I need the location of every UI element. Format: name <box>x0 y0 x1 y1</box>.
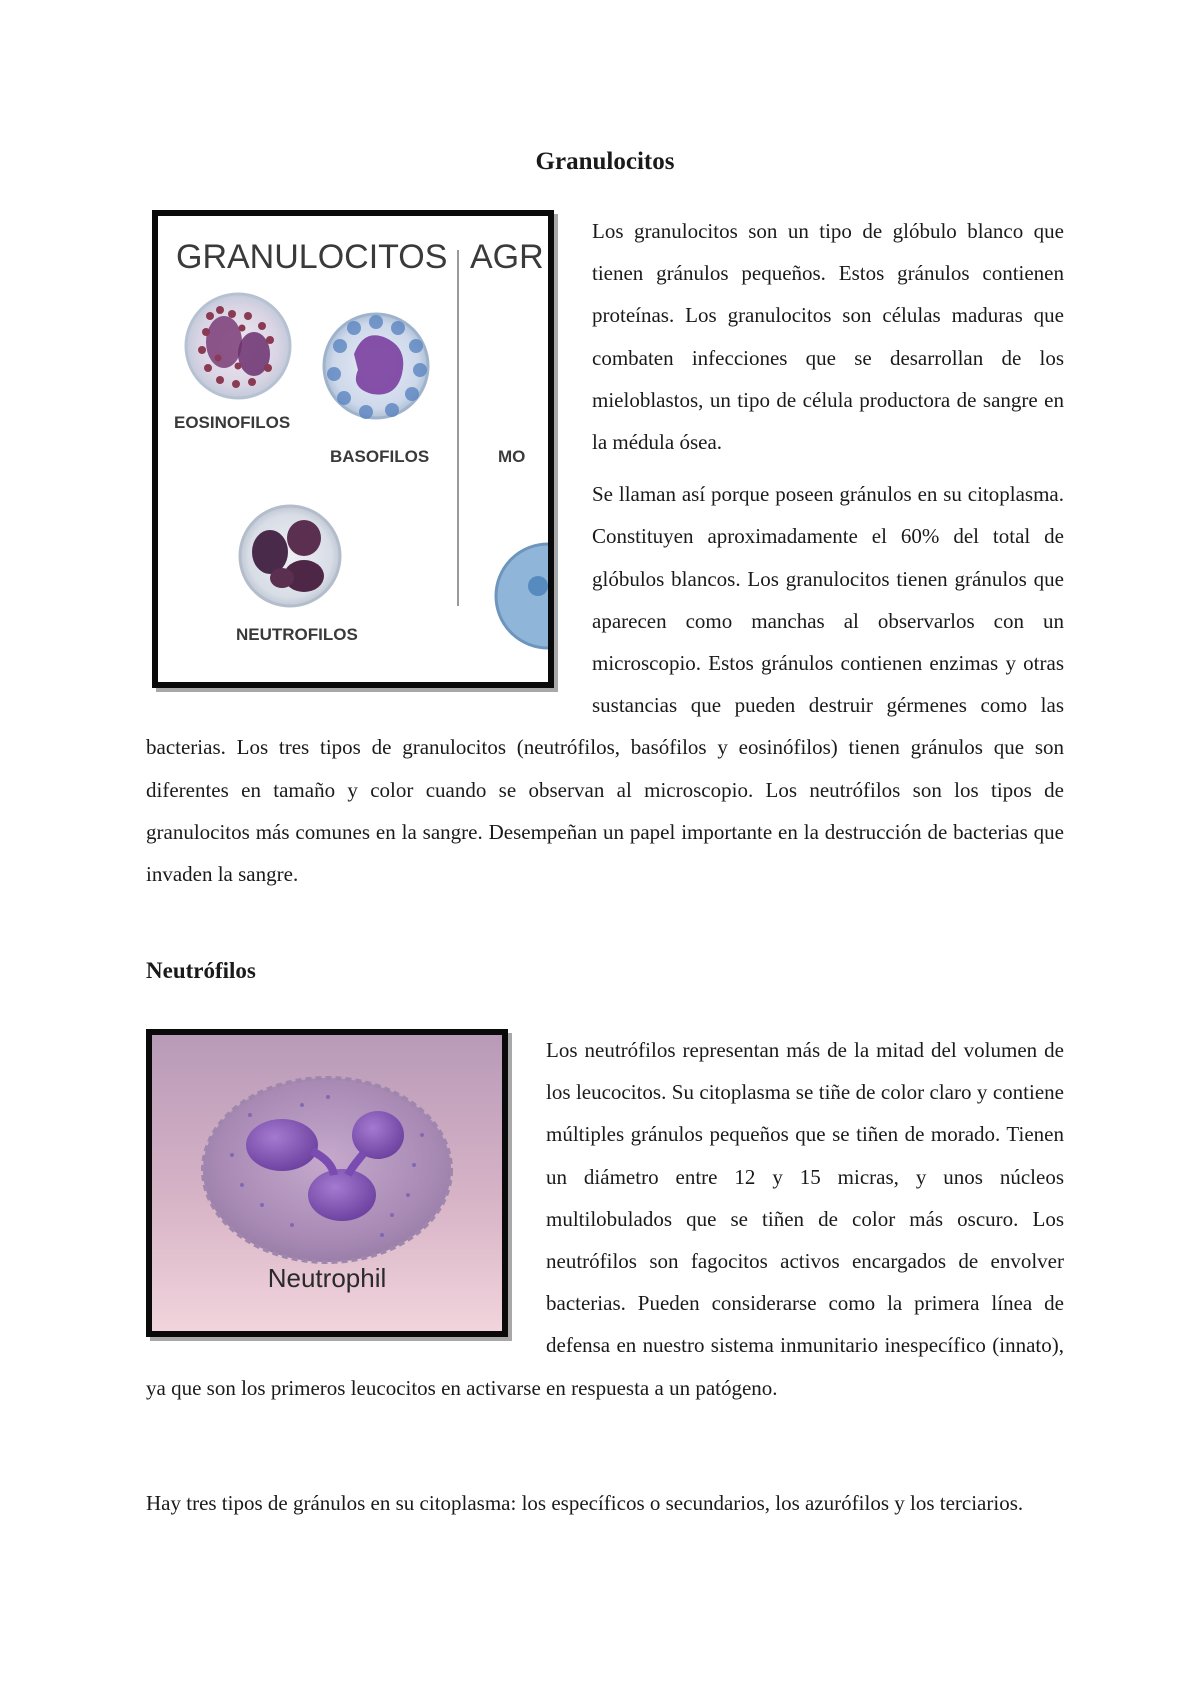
eosinophil-cell <box>186 294 290 398</box>
figure-label-neutrophil: Neutrophil <box>267 1263 387 1293</box>
section-heading-neutrofilos: Neutrófilos <box>146 958 256 983</box>
paragraph-granulocitos-1: Los granulocitos son un tipo de glóbulo blanco que tienen gránulos pequeños. Estos gránulos contienen proteínas. Los granulocitos son células maduras que combaten infecciones que se desarrollan de los mieloblastos, un tipo de célula productora de sangre en la médula ósea. <box>592 219 1064 455</box>
figure-heading-cut: AGR <box>470 238 544 276</box>
neutrophil-membrane <box>203 1078 451 1262</box>
figure-heading: GRANULOCITOS <box>176 238 448 276</box>
neutrophil-figure <box>146 1029 508 1337</box>
section-neutrofilos <box>146 1029 1064 1409</box>
section-granulocitos <box>146 210 1064 895</box>
neutrophil-cell <box>240 506 340 606</box>
label-cut: MO <box>498 447 526 466</box>
section-granulos <box>146 1482 1064 1524</box>
granulocytes-figure <box>152 210 554 688</box>
paragraph-granulocitos-2: Se llaman así porque poseen gránulos en su citoplasma. Constituyen aproximadamente el 60% del total de glóbulos blancos. Los granulocitos tienen gránulos que aparecen como manchas al observarlos con un microscopio. Estos gránulos contienen enzimas y otras sustancias que pueden destruir gérmenes como las bacterias. Los tres tipos de granulocitos (neutrófilos, basófilos y eosinófilos) tienen gránulos que son diferentes en tamaño y color cuando se observan al microscopio. Los neutrófilos son los tipos de granulocitos más comunes en la sangre. Desempeñan un papel importante en la destrucción de bacterias que invaden la sangre. <box>146 482 1064 887</box>
label-basofilos: BASOFILOS <box>330 447 430 466</box>
page-title: Granulocitos <box>535 148 675 175</box>
granulocytes-illustration <box>158 216 548 682</box>
basophil-cell <box>324 314 428 419</box>
neutrophil-illustration <box>152 1035 502 1331</box>
label-neutrofilos: NEUTROFILOS <box>236 625 358 644</box>
paragraph-granulos: Hay tres tipos de gránulos en su citoplasma: los específicos o secundarios, los azurófilos y los terciarios. <box>146 1491 1024 1515</box>
paragraph-neutrofilos-1: Los neutrófilos representan más de la mitad del volumen de los leucocitos. Su citoplasma se tiñe de color claro y contiene múltiples gránulos pequeños que se tiñen de morado. Tienen un diámetro entre 12 y 15 micras, y unos núcleos multilobulados que se tiñen de color más oscuro. Los neutrófilos son fagocitos activos encargados de envolver bacterias. Pueden considerarse como la primera línea de defensa en nuestro sistema inmunitario inespecífico (innato), ya que son los primeros leucocitos en activarse en respuesta a un patógeno. <box>146 1038 1064 1400</box>
label-eosinofilos: EOSINOFILOS <box>174 413 291 432</box>
